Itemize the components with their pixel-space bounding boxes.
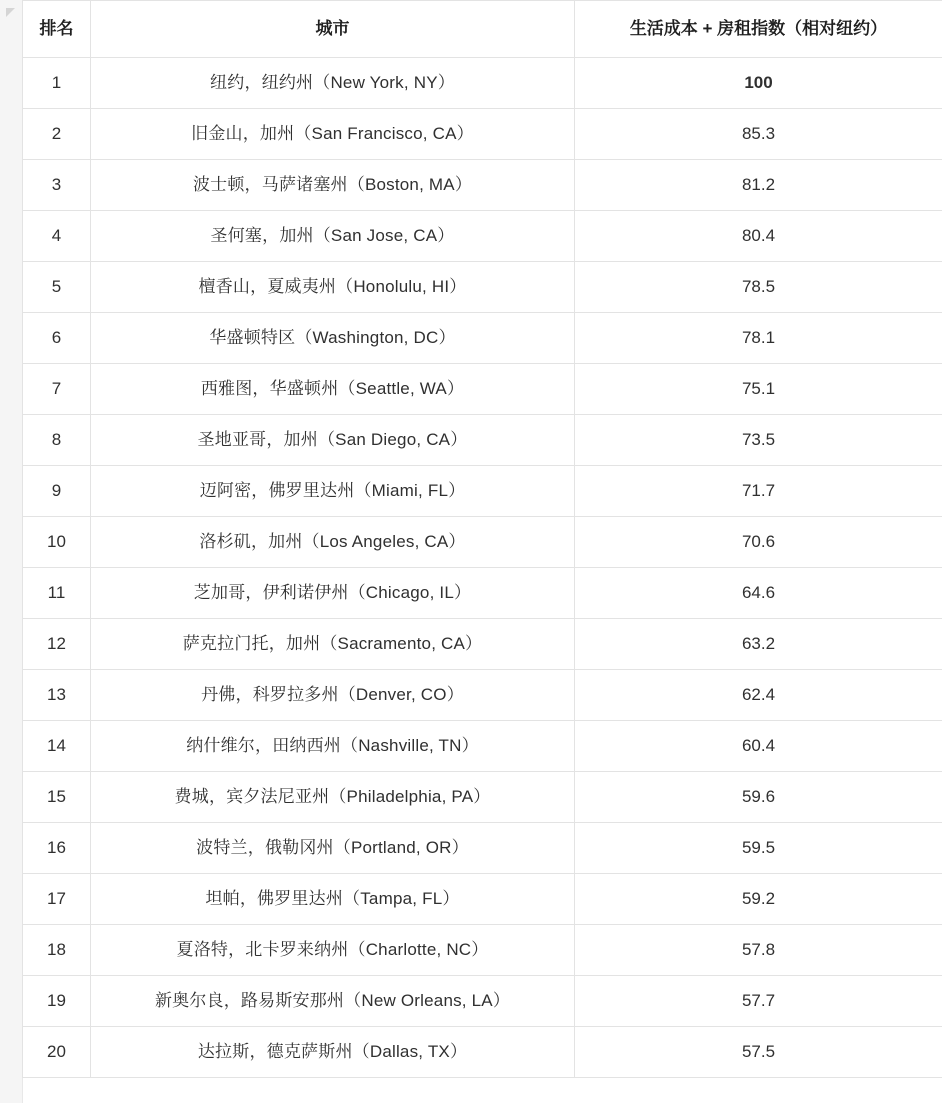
cell-index: 80.4 (575, 211, 942, 262)
cell-rank: 17 (23, 874, 91, 925)
cell-rank: 5 (23, 262, 91, 313)
cell-index: 78.1 (575, 313, 942, 364)
cell-city: 华盛顿特区（Washington, DC） (91, 313, 575, 364)
cell-city: 檀香山，夏威夷州（Honolulu, HI） (91, 262, 575, 313)
table-row (23, 721, 942, 772)
cell-rank: 11 (23, 568, 91, 619)
cell-rank: 20 (23, 1027, 91, 1078)
cost-of-living-table-container (22, 0, 942, 1078)
table-row (23, 568, 942, 619)
cell-index: 63.2 (575, 619, 942, 670)
table-row (23, 823, 942, 874)
cell-index: 81.2 (575, 160, 942, 211)
cell-city: 纽约，纽约州（New York, NY） (91, 58, 575, 109)
table-row (23, 211, 942, 262)
cell-rank: 1 (23, 58, 91, 109)
table-row (23, 58, 942, 109)
table-row (23, 874, 942, 925)
cell-rank: 8 (23, 415, 91, 466)
cell-city: 丹佛，科罗拉多州（Denver, CO） (91, 670, 575, 721)
cell-index: 57.8 (575, 925, 942, 976)
cell-city: 波士顿，马萨诸塞州（Boston, MA） (91, 160, 575, 211)
cell-city: 坦帕，佛罗里达州（Tampa, FL） (91, 874, 575, 925)
cell-city: 达拉斯，德克萨斯州（Dallas, TX） (91, 1027, 575, 1078)
cell-index: 71.7 (575, 466, 942, 517)
cell-city: 纳什维尔，田纳西州（Nashville, TN） (91, 721, 575, 772)
cell-index: 75.1 (575, 364, 942, 415)
cell-index: 78.5 (575, 262, 942, 313)
cell-rank: 9 (23, 466, 91, 517)
cell-rank: 4 (23, 211, 91, 262)
cell-city: 新奥尔良，路易斯安那州（New Orleans, LA） (91, 976, 575, 1027)
table-row (23, 670, 942, 721)
table-row (23, 262, 942, 313)
cell-index: 64.6 (575, 568, 942, 619)
cell-index: 70.6 (575, 517, 942, 568)
cell-index: 59.5 (575, 823, 942, 874)
cost-of-living-table (22, 0, 942, 1078)
cell-index: 100 (575, 58, 942, 109)
table-row (23, 1027, 942, 1078)
cell-index: 73.5 (575, 415, 942, 466)
column-header-index: 生活成本 + 房租指数（相对纽约） (575, 1, 942, 58)
column-header-city: 城市 (91, 1, 575, 58)
cell-index: 85.3 (575, 109, 942, 160)
cell-city: 萨克拉门托，加州（Sacramento, CA） (91, 619, 575, 670)
table-header (23, 1, 942, 58)
cell-city: 洛杉矶，加州（Los Angeles, CA） (91, 517, 575, 568)
table-header-row (23, 1, 942, 58)
cell-rank: 13 (23, 670, 91, 721)
cell-rank: 2 (23, 109, 91, 160)
cell-rank: 19 (23, 976, 91, 1027)
table-body (23, 58, 942, 1078)
cell-city: 夏洛特，北卡罗来纳州（Charlotte, NC） (91, 925, 575, 976)
cell-rank: 18 (23, 925, 91, 976)
table-row (23, 160, 942, 211)
table-row (23, 772, 942, 823)
cell-city: 圣地亚哥，加州（San Diego, CA） (91, 415, 575, 466)
cell-rank: 14 (23, 721, 91, 772)
table-row (23, 619, 942, 670)
table-row (23, 109, 942, 160)
cell-city: 迈阿密，佛罗里达州（Miami, FL） (91, 466, 575, 517)
cell-rank: 7 (23, 364, 91, 415)
cell-rank: 3 (23, 160, 91, 211)
cell-rank: 10 (23, 517, 91, 568)
cell-city: 费城，宾夕法尼亚州（Philadelphia, PA） (91, 772, 575, 823)
cell-city: 西雅图，华盛顿州（Seattle, WA） (91, 364, 575, 415)
cell-rank: 15 (23, 772, 91, 823)
table-row (23, 313, 942, 364)
cell-index: 59.2 (575, 874, 942, 925)
column-header-rank: 排名 (23, 1, 91, 58)
cell-city: 波特兰，俄勒冈州（Portland, OR） (91, 823, 575, 874)
cell-rank: 16 (23, 823, 91, 874)
table-row (23, 466, 942, 517)
cell-index: 57.7 (575, 976, 942, 1027)
table-row (23, 364, 942, 415)
cell-rank: 12 (23, 619, 91, 670)
corner-triangle-icon (6, 8, 15, 17)
cell-rank: 6 (23, 313, 91, 364)
table-row (23, 976, 942, 1027)
cell-index: 57.5 (575, 1027, 942, 1078)
cell-index: 60.4 (575, 721, 942, 772)
table-row (23, 925, 942, 976)
table-row (23, 517, 942, 568)
cell-city: 芝加哥，伊利诺伊州（Chicago, IL） (91, 568, 575, 619)
cell-city: 旧金山，加州（San Francisco, CA） (91, 109, 575, 160)
cell-city: 圣何塞，加州（San Jose, CA） (91, 211, 575, 262)
table-row (23, 415, 942, 466)
cell-index: 59.6 (575, 772, 942, 823)
left-gutter (0, 0, 23, 1103)
cell-index: 62.4 (575, 670, 942, 721)
